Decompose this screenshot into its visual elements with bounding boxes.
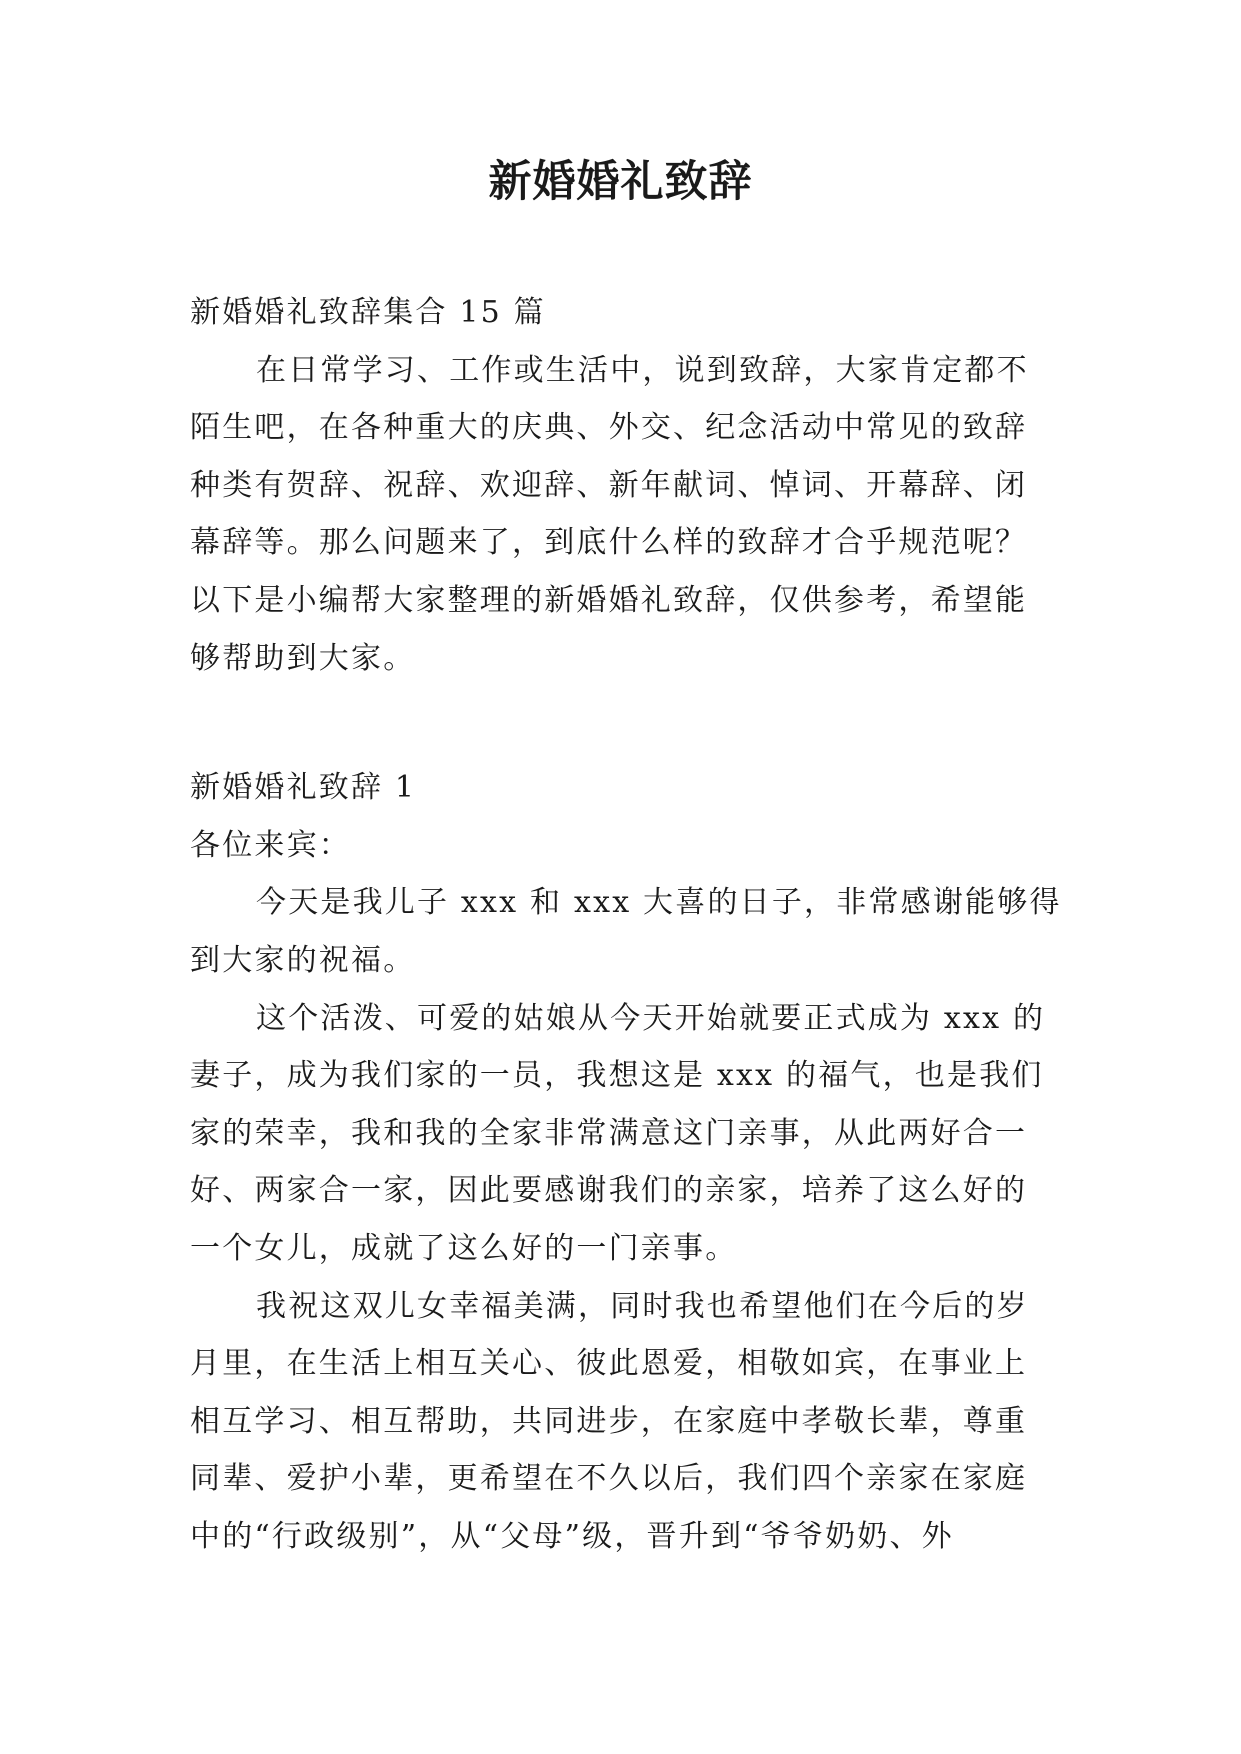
paragraph-line: 到大家的祝福。 (190, 942, 416, 978)
section-spacer (190, 687, 1070, 759)
paragraph-2 (190, 990, 1070, 1278)
paragraph-line: 同辈、爱护小辈，更希望在不久以后，我们四个亲家在家庭 (190, 1461, 1028, 1497)
document-body (190, 284, 1070, 1565)
paragraph-line: 这个活泼、可爱的姑娘从今天开始就要正式成为 xxx 的 (256, 1000, 1046, 1036)
paragraph-1 (190, 874, 1070, 989)
intro-line: 以下是小编帮大家整理的新婚婚礼致辞，仅供参考，希望能 (190, 582, 1028, 618)
paragraph-line: 一个女儿，成就了这么好的一门亲事。 (190, 1230, 738, 1266)
paragraph-3 (190, 1278, 1070, 1566)
intro-line: 幕辞等。那么问题来了，到底什么样的致辞才合乎规范呢？ (190, 525, 1028, 561)
section-heading: 新婚婚礼致辞 1 (190, 770, 417, 806)
intro-line: 在日常学习、工作或生活中，说到致辞，大家肯定都不 (256, 352, 1029, 388)
paragraph-line: 中的“行政级别”，从“父母”级，晋升到“爷爷奶奶、外 (190, 1518, 954, 1554)
document-title: 新婚婚礼致辞 (488, 157, 753, 207)
paragraph-line: 好、两家合一家，因此要感谢我们的亲家，培养了这么好的 (190, 1173, 1028, 1209)
paragraph-line: 妻子，成为我们家的一员，我想这是 xxx 的福气，也是我们 (190, 1058, 1044, 1094)
paragraph-line: 相互学习、相互帮助，共同进步，在家庭中孝敬长辈，尊重 (190, 1403, 1028, 1439)
intro-line: 种类有贺辞、祝辞、欢迎辞、新年献词、悼词、开幕辞、闭 (190, 467, 1028, 503)
paragraph-line: 今天是我儿子 xxx 和 xxx 大喜的日子，非常感谢能够得 (256, 885, 1062, 921)
intro-paragraph (190, 342, 1070, 688)
intro-line: 陌生吧，在各种重大的庆典、外交、纪念活动中常见的致辞 (190, 410, 1028, 446)
collection-subtitle: 新婚婚礼致辞集合 15 篇 (190, 295, 546, 330)
intro-line: 够帮助到大家。 (190, 640, 416, 676)
salutation: 各位来宾： (190, 827, 351, 863)
paragraph-line: 家的荣幸，我和我的全家非常满意这门亲事，从此两好合一 (190, 1115, 1028, 1151)
paragraph-line: 我祝这双儿女幸福美满，同时我也希望他们在今后的岁 (256, 1288, 1029, 1324)
paragraph-line: 月里，在生活上相互关心、彼此恩爱，相敬如宾，在事业上 (190, 1346, 1028, 1382)
